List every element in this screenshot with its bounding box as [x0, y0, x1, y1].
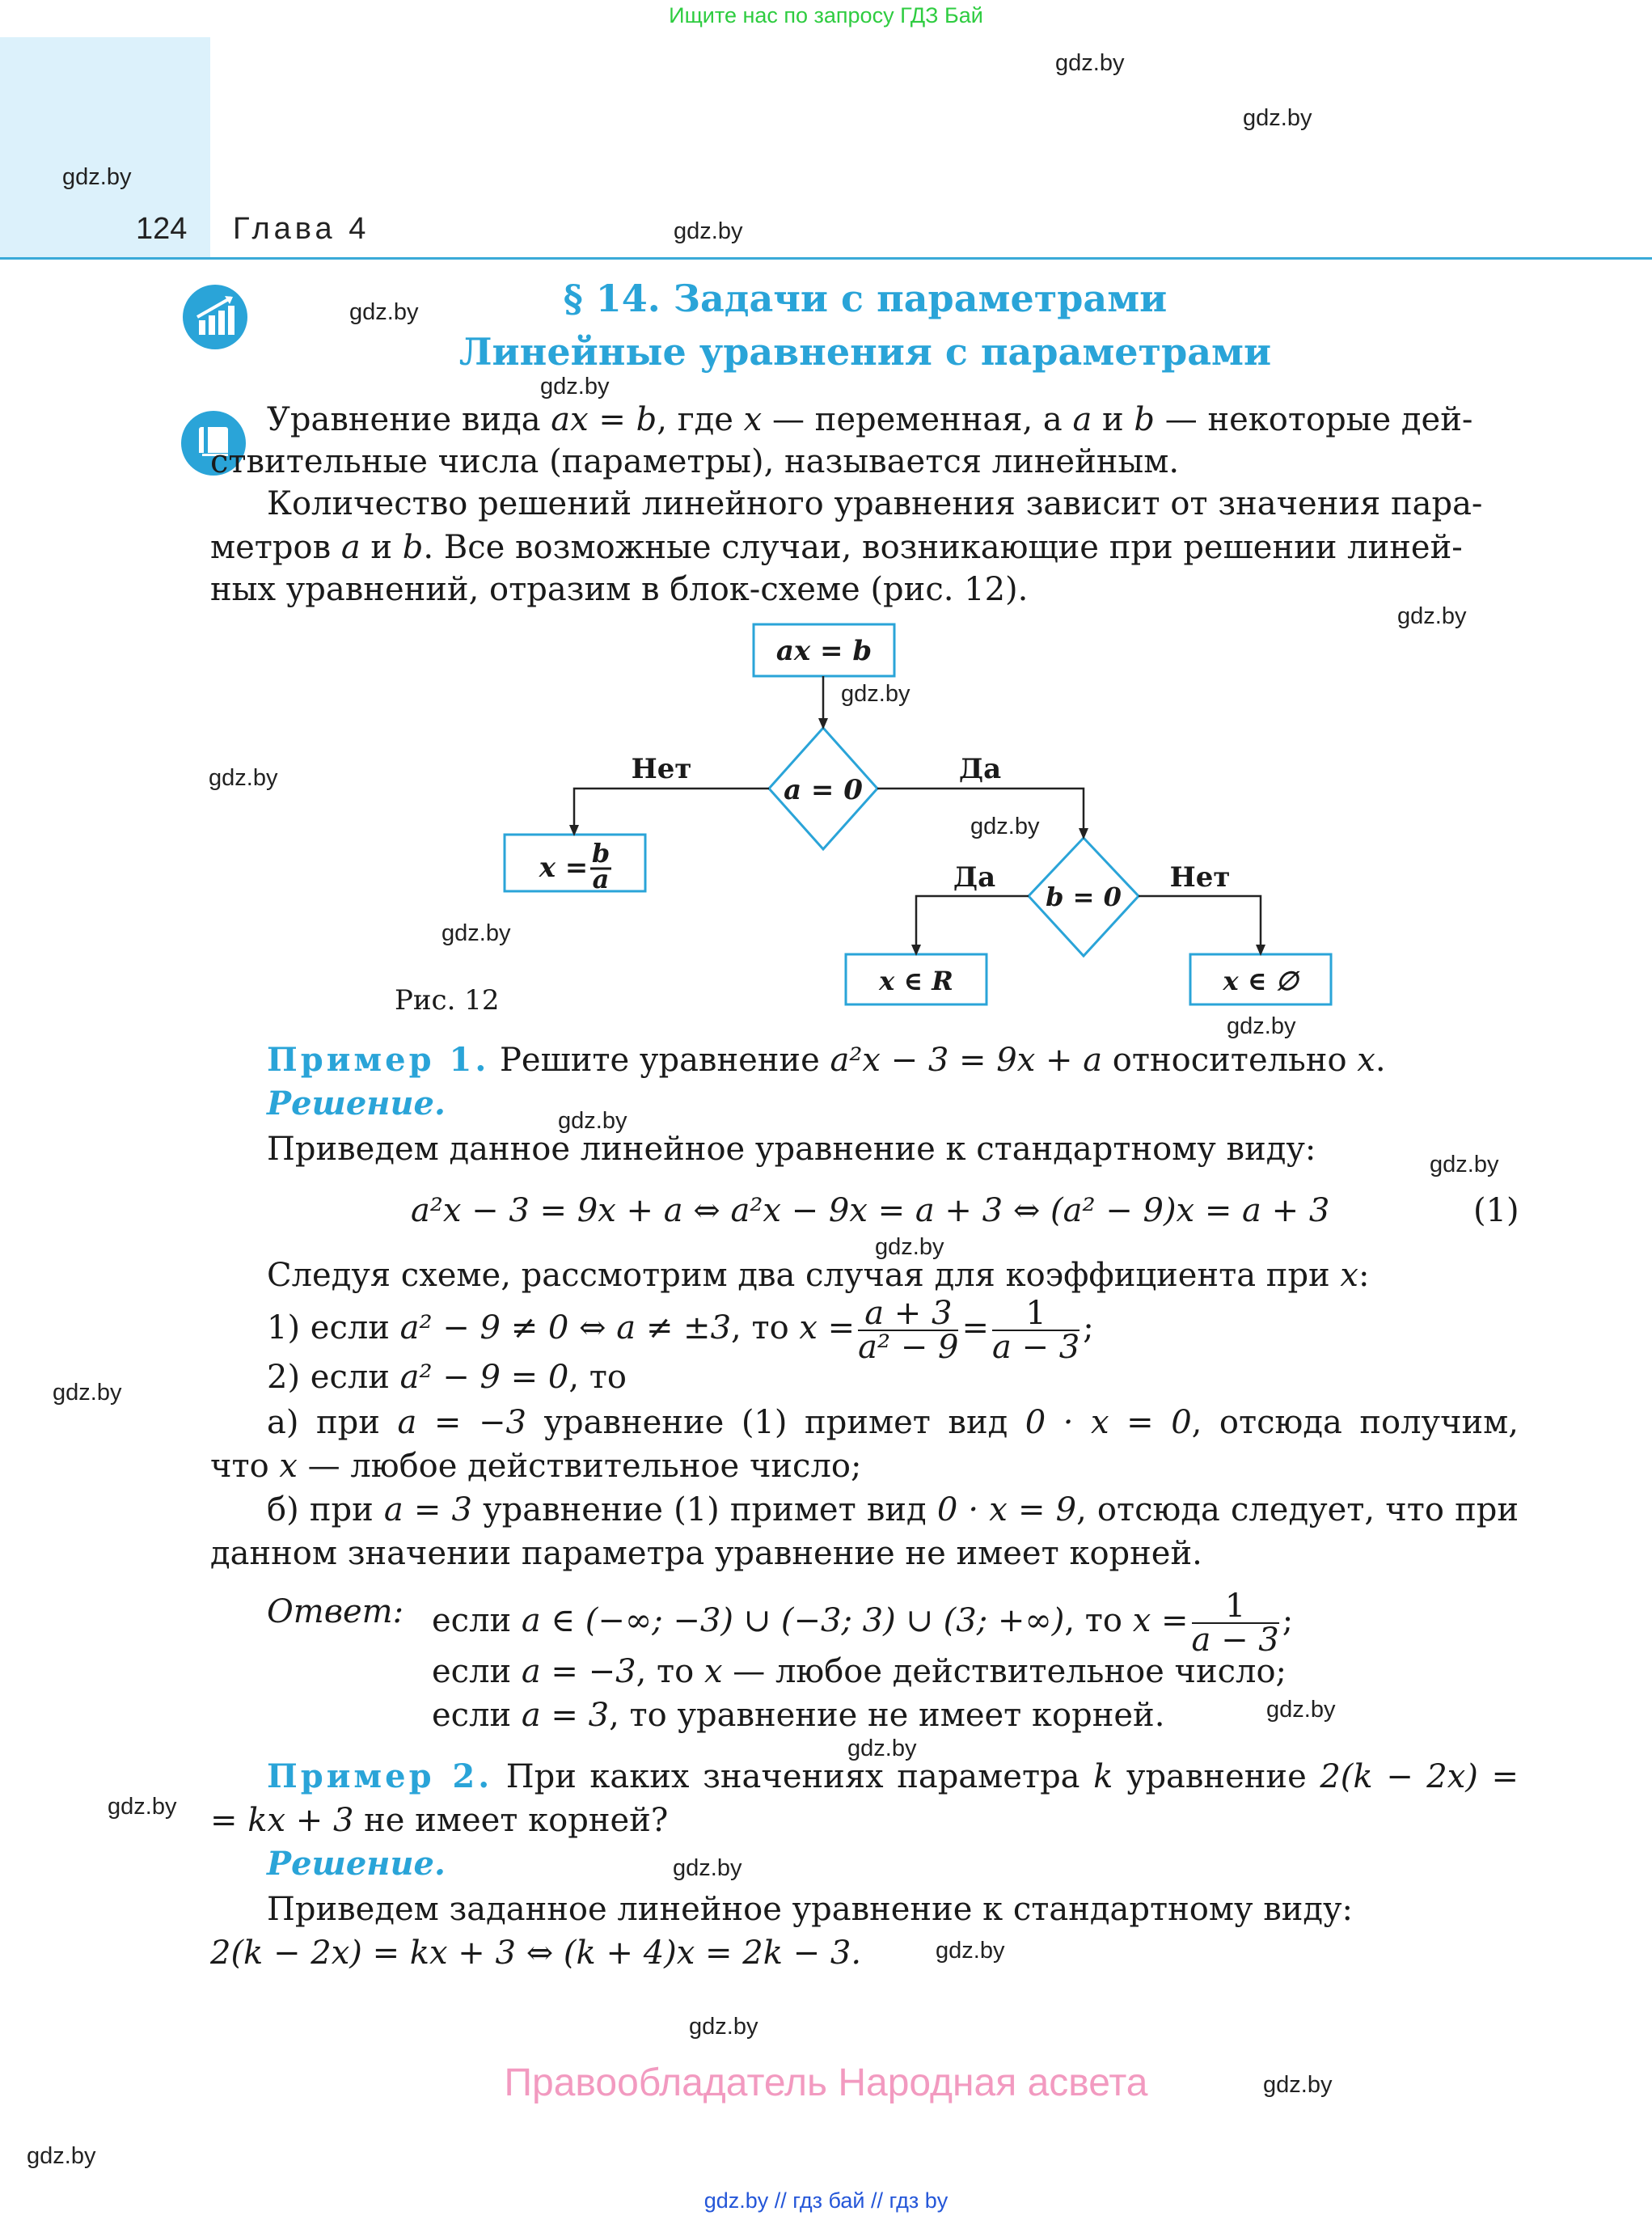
example1-step2: Следуя схеме, рассмотрим два случая для коэффициента при x: [267, 1257, 1370, 1294]
flowchart-no-2: Нет [1169, 861, 1231, 894]
flowchart-result-x-num: b [591, 838, 611, 869]
copyright-notice: Правообладатель Народная асвета [504, 2061, 1148, 2104]
flowchart-result-x-lhs: x = [539, 852, 589, 884]
watermark: gdz.by [936, 1938, 1005, 1964]
chapter-title: Глава 4 [233, 212, 370, 246]
flowchart-result-r-label: x ∈ R [879, 966, 953, 996]
watermark: gdz.by [53, 1380, 122, 1406]
flowchart-decision-b-label: b = 0 [1046, 882, 1122, 912]
example2-step1: Приведем заданное линейное уравнение к стандартному виду: [267, 1891, 1354, 1928]
watermark: gdz.by [540, 374, 610, 400]
watermark: gdz.by [558, 1108, 627, 1134]
example1-case2b: б) при a = 3 уравнение (1) примет вид 0 · x = 9, отсюда следует, что при [267, 1491, 1519, 1528]
watermark: gdz.by [875, 1234, 944, 1260]
watermark: gdz.by [349, 299, 419, 325]
intro-line-1: Уравнение вида ax = b, где x — переменная, а a и b — некоторые дей- [267, 401, 1473, 438]
example1-equation: a²x − 3 = 9x + a ⇔ a²x − 9x = a + 3 ⇔ (a² − 9)x = a + 3 [411, 1192, 1330, 1229]
fraction: $\frac{1}{a - 3}$ [991, 1295, 1080, 1366]
watermark: gdz.by [1055, 50, 1125, 76]
watermark: gdz.by [847, 1736, 917, 1761]
flowchart-decision-a-label: a = 0 [784, 774, 863, 806]
example1-solution-label: Решение. [267, 1085, 446, 1123]
example1-task: Пример 1. Решите уравнение a²x − 3 = 9x + a относительно x. [267, 1041, 1386, 1079]
example1-case1: 1) если a² − 9 ≠ 0 ⇔ a ≠ ±3, то x = $\frac{a + 3}{\text{a² − 9}}$ = $\frac{1}{a - 3}$ ; [267, 1295, 1094, 1366]
flowchart-start-label: ax = b [775, 635, 872, 667]
example1-answer-2: если a = −3, то x — любое действительное число; [432, 1653, 1287, 1690]
watermark: gdz.by [970, 814, 1040, 839]
intro-line-4: метров a и b. Все возможные случаи, возникающие при решении линей- [210, 529, 1463, 566]
example1-answer-label: Ответ: [267, 1593, 404, 1630]
example2-task: Пример 2. При каких значениях параметра k уравнение 2(k − 2x) = [267, 1757, 1519, 1795]
watermark: gdz.by [1266, 1697, 1336, 1723]
flowchart-result-x-den: a [592, 864, 610, 894]
example1-step1: Приведем данное линейное уравнение к стандартному виду: [267, 1131, 1316, 1168]
example1-answer-1: если a ∈ (−∞; −3) ∪ (−3; 3) ∪ (3; +∞), то x = $\frac{1}{a - 3}$ ; [432, 1588, 1294, 1659]
example1-case2: 2) если a² − 9 = 0, то [267, 1359, 627, 1396]
watermark: gdz.by [108, 1794, 177, 1820]
subsection-title: Линейные уравнения с параметрами [458, 330, 1272, 374]
intro-line-2: ствительные числа (параметры), называется линейным. [210, 443, 1180, 480]
intro-line-5: ных уравнений, отразим в блок-схеме (рис. 12). [210, 571, 1029, 608]
watermark: gdz.by [27, 2143, 96, 2169]
fraction: $\frac{a + 3}{\text{a² − 9}}$ [858, 1295, 959, 1366]
watermark: gdz.by [673, 1855, 742, 1881]
example1-equation-number: (1) [1473, 1192, 1519, 1229]
watermark: gdz.by [689, 2014, 758, 2040]
watermark: gdz.by [1263, 2072, 1333, 2098]
watermark: gdz.by [841, 681, 911, 707]
watermark: gdz.by [442, 920, 511, 946]
watermark: gdz.by [1227, 1013, 1296, 1039]
example1-case2b-cont: данном значении параметра уравнение не имеет корней. [210, 1535, 1202, 1572]
example1-answer-3: если a = 3, то уравнение не имеет корней. [432, 1697, 1165, 1734]
page-number: 124 [136, 212, 188, 246]
flowchart-result-empty-label: x ∈ ∅ [1223, 966, 1299, 996]
fraction: $\frac{1}{a - 3}$ [1191, 1588, 1279, 1659]
example1-case2a: а) при a = −3 уравнение (1) примет вид 0 · x = 0, отсюда получим, [267, 1404, 1519, 1441]
flowchart [0, 0, 1652, 1051]
watermark: gdz.by [1243, 105, 1312, 131]
example2-solution-label: Решение. [267, 1845, 446, 1883]
intro-line-3: Количество решений линейного уравнения зависит от значения пара- [267, 485, 1483, 522]
watermark: gdz.by [209, 765, 278, 791]
watermark: gdz.by [674, 218, 743, 244]
section-title: § 14. Задачи с параметрами [563, 277, 1168, 320]
watermark: gdz.by [1430, 1152, 1499, 1178]
example2-task-cont: = kx + 3 не имеет корней? [210, 1802, 669, 1839]
flowchart-yes-2: Да [953, 861, 996, 894]
example2-equation: 2(k − 2x) = kx + 3 ⇔ (k + 4)x = 2k − 3. [210, 1934, 862, 1972]
footer-links[interactable]: gdz.by // гдз бай // гдз by [703, 2188, 949, 2213]
flowchart-yes-1: Да [958, 753, 1002, 785]
top-note: Ищите нас по запросу ГДЗ Бай [669, 3, 983, 27]
watermark: gdz.by [1397, 603, 1467, 629]
figure-caption: Рис. 12 [395, 984, 500, 1017]
example1-case2a-cont: что x — любое действительное число; [210, 1448, 862, 1485]
watermark: gdz.by [62, 164, 132, 190]
flowchart-no-1: Нет [631, 753, 692, 785]
